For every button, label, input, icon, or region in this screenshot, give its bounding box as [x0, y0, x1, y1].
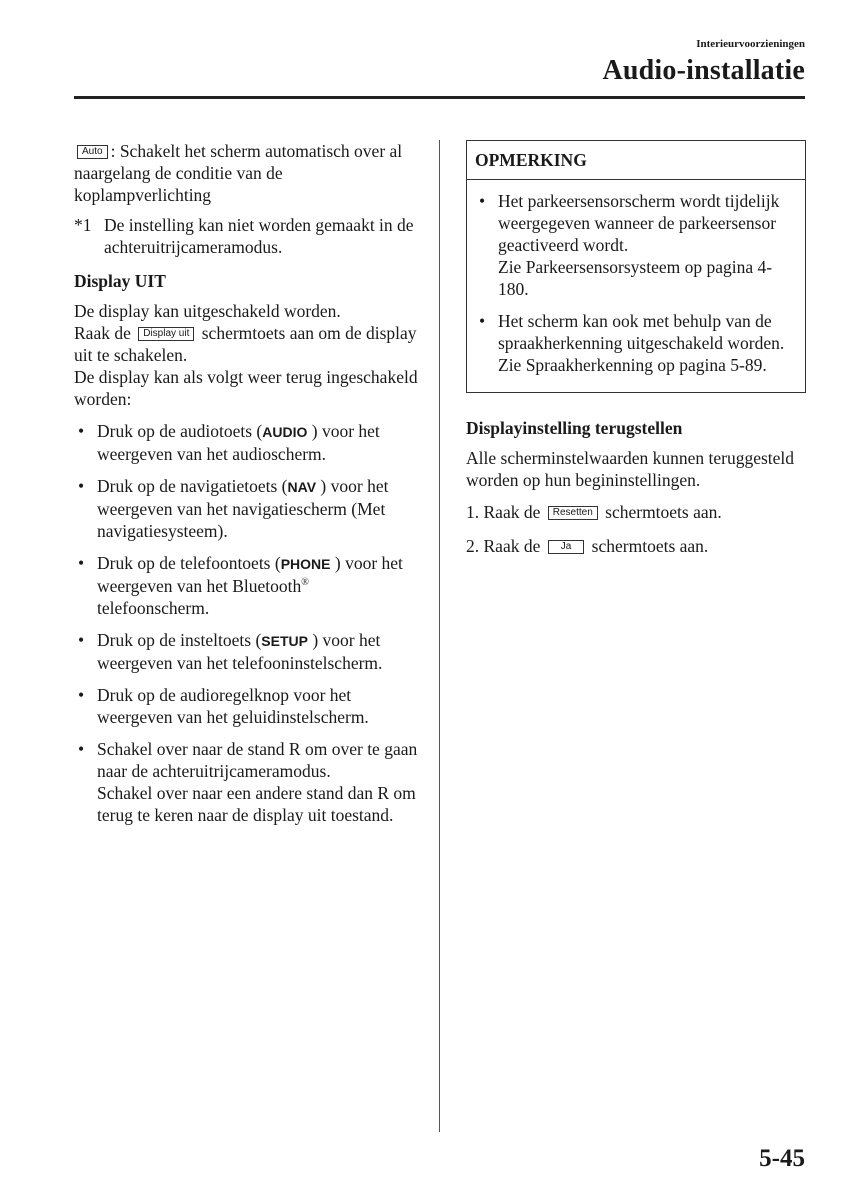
- header-rule: [74, 96, 805, 99]
- list-item: • Schakel over naar de stand R om over te gaan naar de achteruitrijcameramodus. Schakel over naar een andere stand dan R om terug te keren naar de display uit toestand.: [74, 738, 424, 826]
- note-title: OPMERKING: [467, 141, 805, 180]
- auto-description: Auto : Schakelt het scherm automatisch over al naargelang de conditie van de koplampverlichting: [74, 141, 403, 205]
- note-item: • Het scherm kan ook met behulp van de spraakherkenning uitgeschakeld worden. Zie Spraakherkenning op pagina 5-89.: [475, 310, 797, 376]
- footnote-mark: *1: [74, 215, 92, 235]
- display-off-key: Display uit: [138, 327, 194, 341]
- reset-heading: Displayinstelling terugstellen: [466, 418, 683, 438]
- display-off-heading: Display UIT: [74, 271, 166, 291]
- list-item: • Druk op de insteltoets (SETUP ) voor het weergeven van het telefooninstelscherm.: [74, 629, 424, 674]
- column-divider: [439, 140, 440, 1132]
- left-column: [74, 140, 424, 836]
- auto-key: Auto: [77, 145, 108, 159]
- list-item: • Druk op de navigatietoets (NAV ) voor het weergeven van het navigatiescherm (Met navigatiesysteem).: [74, 475, 424, 542]
- reset-intro: Alle scherminstelwaarden kunnen teruggesteld worden op hun begininstellingen.: [466, 448, 795, 490]
- section-label: Interieurvoorzieningen: [696, 38, 805, 50]
- note-body: [467, 180, 805, 392]
- footnote-text: De instelling kan niet worden gemaakt in de achteruitrijcameramodus.: [104, 215, 414, 257]
- note-item: • Het parkeersensorscherm wordt tijdelijk weergegeven wanneer de parkeersensor geactiveerd wordt. Zie Parkeersensorsysteem op pagina 4-180.: [475, 190, 797, 300]
- step-item: 1. Raak de Resetten schermtoets aan.: [466, 502, 722, 522]
- display-off-paragraph: De display kan uitgeschakeld worden. Raak de Display uit schermtoets aan om de display uit te schakelen. De display kan als volgt weer terug ingeschakeld worden:: [74, 301, 418, 409]
- registered-mark: ®: [301, 577, 309, 589]
- display-on-list: [74, 420, 424, 826]
- page-title: Audio-installatie: [602, 55, 805, 86]
- list-item: • Druk op de telefoontoets (PHONE ) voor het weergeven van het Bluetooth® telefoonscherm.: [74, 552, 424, 619]
- phone-button-label: PHONE: [280, 556, 331, 572]
- right-column: [466, 140, 806, 569]
- resetten-key: Resetten: [548, 506, 598, 520]
- list-item: • Druk op de audioregelknop voor het weergeven van het geluidinstelscherm.: [74, 684, 424, 728]
- footnote: [74, 214, 424, 258]
- reset-steps: [466, 501, 806, 557]
- list-item: • Druk op de audiotoets (AUDIO ) voor het weergeven van het audioscherm.: [74, 420, 424, 465]
- nav-button-label: NAV: [287, 479, 317, 495]
- note-box: [466, 140, 806, 393]
- audio-button-label: AUDIO: [262, 424, 308, 440]
- step-item: 2. Raak de Ja schermtoets aan.: [466, 536, 709, 556]
- page-number: 5-45: [759, 1145, 805, 1172]
- setup-button-label: SETUP: [261, 633, 308, 649]
- ja-key: Ja: [548, 540, 585, 554]
